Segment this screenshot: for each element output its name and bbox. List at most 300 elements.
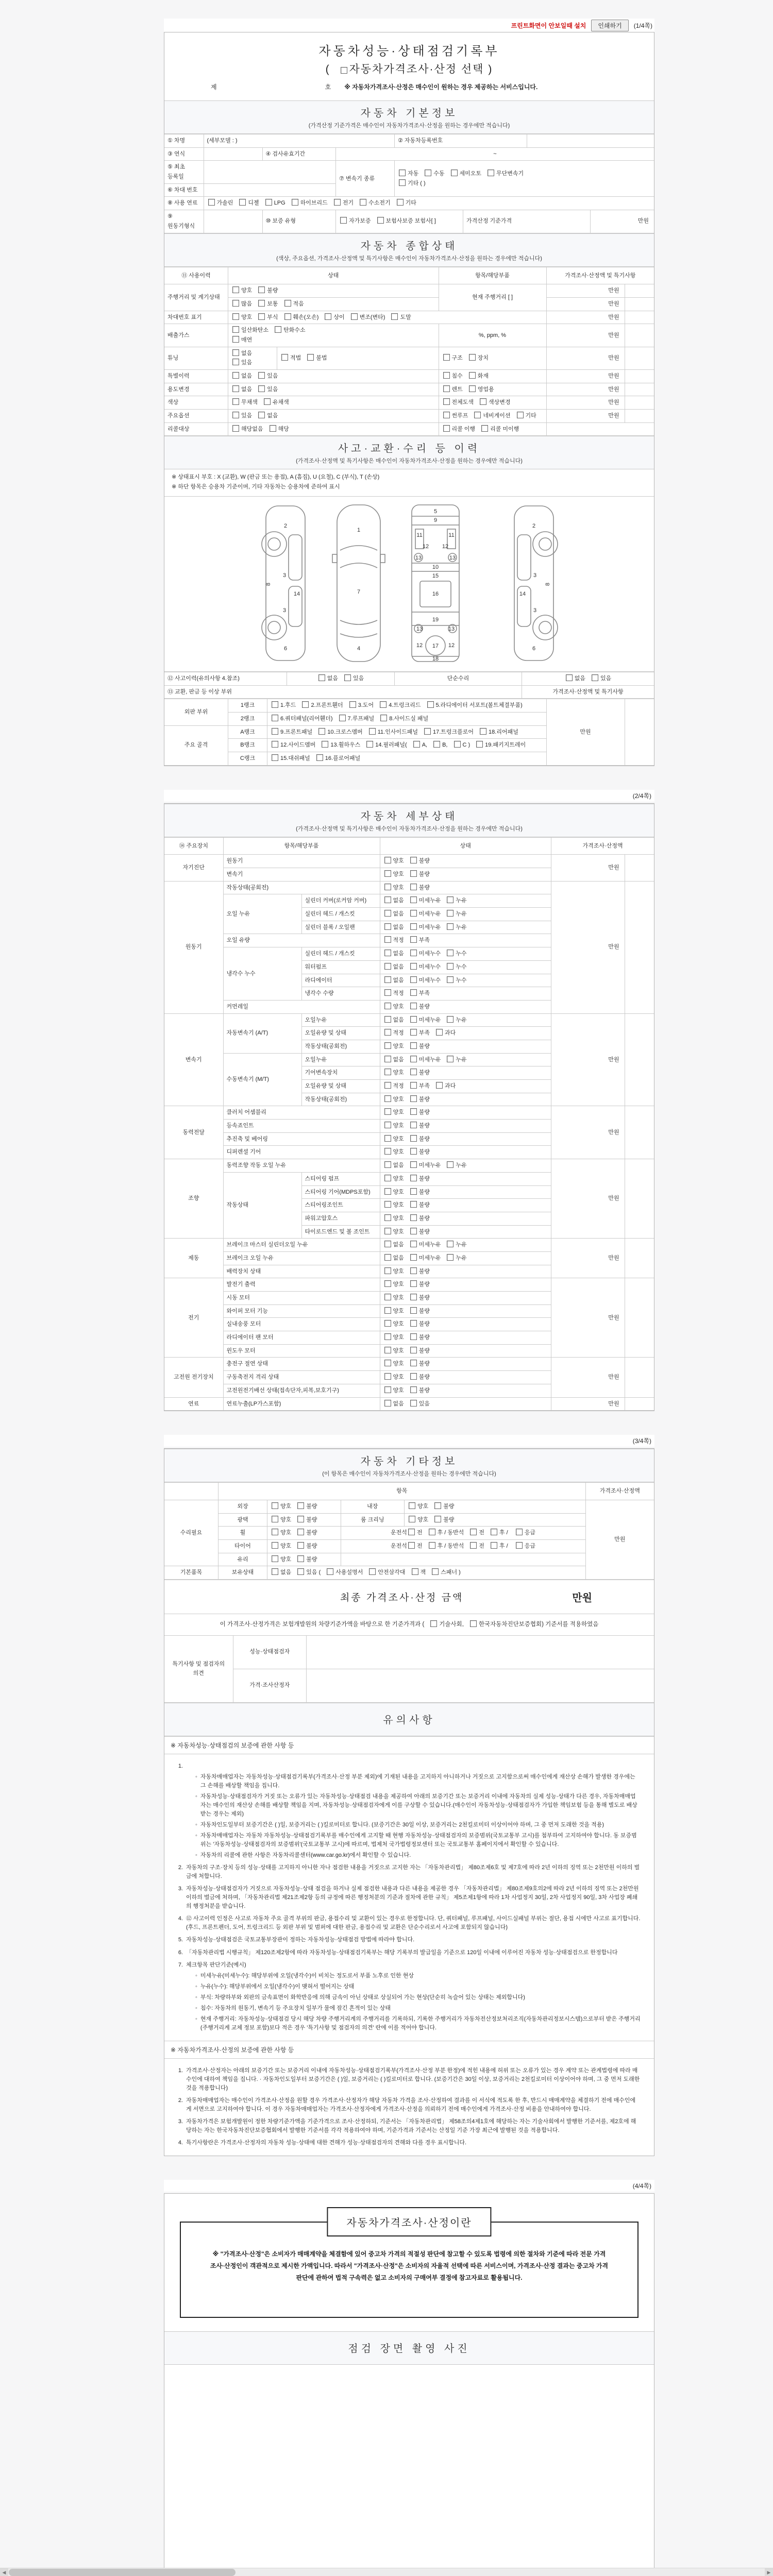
checkbox[interactable] <box>384 1135 391 1142</box>
checkbox[interactable] <box>239 199 246 206</box>
form-cell: 브레이크 오일 누유 <box>223 1251 380 1265</box>
checkbox[interactable] <box>410 884 417 890</box>
checkbox[interactable] <box>447 1016 453 1023</box>
checkbox[interactable] <box>410 857 417 863</box>
section-subtitle: (가격조사·산정액 및 특기사항은 매수인이 자동차가격조사·산정을 원하는 경우에만 적습니다) <box>296 458 523 465</box>
final-price-row <box>164 1580 654 1614</box>
checkbox[interactable] <box>410 1175 417 1181</box>
form-cell: 차대번호 표기 <box>164 311 228 324</box>
note-item: 5. 자동차성능·상태점검은 국토교통부장관이 정하는 자동차성능·상태점검 방법에 따라야 합니다. <box>178 1937 415 1943</box>
checkbox[interactable] <box>258 286 265 293</box>
checkbox[interactable] <box>232 286 239 293</box>
checkbox[interactable] <box>410 923 417 930</box>
note-item: 3. 자동차성능·상태점검자가 거짓으로 자동차성능·상태 점검을 하거나 실제 점검한 내용과 다른 내용을 제공한 경우 「자동차관리법」 제80조제9호의2에 따라 2년 이하의 징역 또는 2천만원 이하의 벌금에 처하며, 「자동차관리법 제21조제2항 등의 규정에 따른 행정처분의 기준과 절차에 관한 규칙」 제5조제1항에 따라 1차 사업정지 30일, 2차 사업정지 90일, 3차 사업장 폐쇄의 행정처분을 받습니다. <box>178 1886 639 1910</box>
checkbox[interactable] <box>410 910 417 917</box>
checkbox[interactable] <box>410 1108 417 1115</box>
checkbox[interactable] <box>443 354 450 361</box>
form-cell: 적정 부족 <box>380 934 551 947</box>
checkbox[interactable] <box>470 1542 477 1549</box>
diagram-number: 5 <box>433 508 438 515</box>
checkbox[interactable] <box>516 1529 523 1535</box>
checkbox[interactable] <box>447 950 453 956</box>
form-cell: 양호 불량 <box>380 1331 551 1345</box>
checkbox[interactable] <box>480 398 486 405</box>
checkbox[interactable] <box>429 1542 435 1549</box>
checkbox[interactable] <box>384 963 391 970</box>
checkbox[interactable] <box>258 385 265 392</box>
form-cell: 작동상태 <box>223 1172 301 1238</box>
inspector-opinion-table <box>164 1635 654 1703</box>
checkbox[interactable] <box>297 1529 304 1535</box>
checkbox[interactable] <box>384 1201 391 1208</box>
checkbox[interactable] <box>232 326 239 333</box>
checkbox[interactable] <box>481 425 488 432</box>
note-bullet: ◦ 자동차성능·상태점검자가 거짓 또는 오류가 있는 자동차성능·상태점검 내용을 제공하여 아래의 보증기간 또는 보증거리 이내에 자동차의 실제 성능·상태가 다른 경우, 자동차매매업자는 매수인의 재산상 손해를 배상할 책임을 지며, 자동차성능·상태점검자에게 이를 구상할 수 있습니다.(매수인이 자동차성능·상태점검자가 가입한 책임보험 등을 통해 별도로 배상받는 경우는 제외) <box>195 1793 637 1817</box>
checkbox[interactable] <box>410 1400 417 1406</box>
checkbox[interactable] <box>384 923 391 930</box>
checkbox[interactable] <box>447 976 453 983</box>
checkbox[interactable] <box>447 923 453 930</box>
checkbox[interactable] <box>491 1529 497 1535</box>
checkbox[interactable] <box>380 701 386 708</box>
form-cell: 양호 불량 <box>267 1500 341 1513</box>
checkbox[interactable] <box>410 1095 417 1102</box>
form-cell: 적법 불법 <box>277 347 439 369</box>
form-cell: 광택 <box>219 1513 267 1527</box>
checkbox[interactable] <box>384 1241 391 1247</box>
checkbox[interactable] <box>410 1188 417 1195</box>
checkbox[interactable] <box>410 1294 417 1300</box>
checkbox[interactable] <box>516 1542 523 1549</box>
checkbox[interactable] <box>258 372 265 379</box>
checkbox[interactable] <box>469 372 476 379</box>
checkbox[interactable] <box>384 1122 391 1128</box>
checkbox[interactable] <box>410 989 417 996</box>
checkbox[interactable] <box>410 1201 417 1208</box>
form-cell: 양호 불량 <box>380 1120 551 1133</box>
form-cell: 항목/해당부품 <box>439 267 546 284</box>
form-cell: 가격·조사산정자 <box>233 1669 307 1702</box>
checkbox[interactable] <box>384 1042 391 1049</box>
checkbox[interactable] <box>349 701 356 708</box>
checkbox[interactable] <box>297 1516 304 1522</box>
checkbox[interactable] <box>410 1280 417 1287</box>
checkbox[interactable] <box>410 950 417 956</box>
checkbox[interactable] <box>272 728 278 735</box>
checkbox[interactable] <box>384 1320 391 1327</box>
checkbox[interactable] <box>384 1175 391 1181</box>
checkbox[interactable] <box>384 1386 391 1393</box>
checkbox[interactable] <box>454 741 461 748</box>
checkbox[interactable] <box>427 701 434 708</box>
checkbox[interactable] <box>369 728 376 735</box>
checkbox[interactable] <box>430 1620 437 1627</box>
checkbox[interactable] <box>384 1108 391 1115</box>
form-cell <box>625 1106 654 1159</box>
checkbox[interactable] <box>297 1568 304 1575</box>
checkbox[interactable] <box>447 1241 453 1247</box>
checkbox[interactable] <box>488 170 494 176</box>
checkbox[interactable] <box>272 1555 278 1562</box>
form-cell: 실린더 헤드 / 개스킷 <box>301 947 380 961</box>
checkbox[interactable] <box>297 1502 304 1509</box>
checkbox[interactable] <box>424 728 431 735</box>
checkbox[interactable] <box>410 1267 417 1274</box>
checkbox[interactable] <box>384 1214 391 1221</box>
checkbox[interactable] <box>412 1568 418 1575</box>
checkbox[interactable] <box>284 300 291 307</box>
checkbox[interactable] <box>399 179 406 186</box>
checkbox[interactable] <box>410 936 417 943</box>
checkbox[interactable] <box>410 1307 417 1314</box>
etc-info-table <box>164 1482 654 1580</box>
checkbox[interactable] <box>258 300 265 307</box>
section-basic-info <box>164 100 654 134</box>
form-cell: 양호 불량 <box>380 1278 551 1292</box>
checkbox[interactable] <box>443 372 450 379</box>
checkbox[interactable] <box>410 1056 417 1062</box>
diagram-number: 3 <box>282 572 287 579</box>
checkbox[interactable] <box>232 313 239 320</box>
form-cell: 상태 <box>228 267 439 284</box>
checkbox[interactable] <box>258 412 265 418</box>
form-cell: 동력조향 작동 오일 누유 <box>223 1159 380 1173</box>
checkbox[interactable] <box>366 741 373 748</box>
checkbox[interactable] <box>384 1254 391 1261</box>
form-cell: 실린더 헤드 / 개스킷 <box>301 908 380 921</box>
form-cell: 타이어 <box>219 1539 267 1553</box>
form-cell: 양호 불량 <box>380 1106 551 1120</box>
checkbox[interactable] <box>232 336 239 343</box>
form-cell: 오일 누유 <box>223 894 301 934</box>
form-cell: 만원 <box>551 1358 625 1397</box>
checkbox[interactable] <box>413 741 420 748</box>
checkbox[interactable] <box>425 170 431 176</box>
checkbox[interactable] <box>384 1333 391 1340</box>
print-button[interactable]: 인쇄하기 <box>591 20 628 31</box>
form-cell: 일산화탄소 탄화수소 매연 <box>228 324 439 347</box>
form-cell: 실린더 블록 / 오일팬 <box>301 921 380 934</box>
checkbox[interactable] <box>410 1347 417 1353</box>
diagram-number: 12 <box>442 543 449 550</box>
checkbox[interactable] <box>410 1320 417 1327</box>
note-item: 4. 특기사항란은 가격조사·산정자의 자동차 성능·상태에 대한 견해가 성능·상태점검자의 견해와 다를 경우 표시합니다. <box>178 2140 467 2146</box>
form-cell: 만원 <box>546 311 625 324</box>
diagram-number: 9 <box>433 517 438 523</box>
caution-title-1: ※ 자동차성능·상태점검의 보증에 관한 사항 등 <box>164 1737 654 1754</box>
checkbox[interactable] <box>272 1502 278 1509</box>
checkbox[interactable] <box>334 199 341 206</box>
checkbox[interactable] <box>476 741 483 748</box>
checkbox[interactable] <box>447 963 453 970</box>
checkbox[interactable] <box>491 1542 497 1549</box>
checkbox[interactable] <box>232 398 239 405</box>
checkbox[interactable] <box>443 412 450 418</box>
scrollbar-thumb[interactable] <box>9 2569 236 2576</box>
form-cell: 고전원 전기장치 <box>164 1358 223 1397</box>
checkbox[interactable] <box>410 1016 417 1023</box>
checkbox[interactable] <box>469 385 476 392</box>
checkbox[interactable] <box>474 412 481 418</box>
final-price-unit: 만원 <box>572 1592 592 1604</box>
diagram-number: 6 <box>283 645 288 652</box>
checkbox[interactable] <box>281 354 288 361</box>
form-cell <box>164 1483 219 1500</box>
form-cell: 실린더 커버(로커암 커버) <box>301 894 380 908</box>
checkbox[interactable] <box>447 1254 453 1261</box>
checkbox[interactable] <box>351 313 358 320</box>
checkbox[interactable] <box>272 754 278 761</box>
checkbox[interactable] <box>380 715 387 721</box>
checkbox[interactable] <box>410 1241 417 1247</box>
checkbox[interactable] <box>232 300 239 307</box>
checkbox[interactable] <box>384 1029 391 1036</box>
checkbox[interactable] <box>232 349 239 356</box>
checkbox[interactable] <box>410 1214 417 1221</box>
checkbox[interactable] <box>447 1056 453 1062</box>
form-cell: 실내송풍 모터 <box>223 1318 380 1331</box>
form-cell <box>625 410 654 423</box>
checkbox[interactable] <box>443 385 450 392</box>
checkbox[interactable] <box>339 715 346 721</box>
checkbox[interactable] <box>384 1188 391 1195</box>
checkbox[interactable] <box>410 1148 417 1155</box>
checkbox[interactable] <box>470 1529 477 1535</box>
checkbox[interactable] <box>410 1069 417 1075</box>
checkbox[interactable] <box>377 217 384 224</box>
checkbox[interactable] <box>384 1016 391 1023</box>
checkbox[interactable] <box>318 674 325 681</box>
form-cell: 외판 부위 <box>164 699 228 725</box>
checkbox[interactable] <box>410 1042 417 1049</box>
checkbox[interactable] <box>432 1568 439 1575</box>
checkbox[interactable] <box>272 1542 278 1549</box>
checkbox[interactable] <box>410 963 417 970</box>
checkbox[interactable] <box>369 1568 376 1575</box>
checkbox[interactable] <box>409 1516 415 1522</box>
checkbox[interactable] <box>451 170 458 176</box>
checkbox[interactable] <box>410 1135 417 1142</box>
checkbox[interactable] <box>384 1307 391 1314</box>
checkbox[interactable] <box>410 1228 417 1234</box>
checkbox[interactable] <box>410 1082 417 1089</box>
checkbox[interactable] <box>384 896 391 903</box>
note-item: 3. 자동차가격은 보험개발원이 정한 차량기준가액을 기준가격으로 조사·산정하되, 기준서는 「자동차관리법」 제58조의4제1호에 해당하는 자는 기술사회에서 발행한 기준서를, 제2호에 해당하는 자는 한국자동차진단보증협회에서 발행한 기준서를 각각 적용하여야 하며, 기준가격과 기준서는 산정일 기준 가장 최근에 발행된 것을 적용합니다. <box>178 2119 636 2134</box>
form-cell: 기본품목 <box>164 1566 219 1580</box>
checkbox[interactable] <box>447 1161 453 1168</box>
form-cell: 리콜대상 <box>164 422 228 436</box>
checkbox[interactable] <box>344 674 351 681</box>
form-cell: 양호 불량 <box>380 881 551 894</box>
checkbox[interactable] <box>410 1029 417 1036</box>
checkbox[interactable] <box>384 1294 391 1300</box>
checkbox[interactable] <box>443 398 450 405</box>
form-cell: 내장 <box>341 1500 405 1513</box>
checkbox[interactable] <box>307 354 314 361</box>
checkbox[interactable] <box>384 1360 391 1366</box>
checkbox[interactable] <box>265 199 272 206</box>
checkbox[interactable] <box>384 1267 391 1274</box>
checkbox[interactable] <box>384 989 391 996</box>
checkbox[interactable] <box>447 910 453 917</box>
checkbox[interactable] <box>409 1502 415 1509</box>
checkbox[interactable] <box>429 1529 435 1535</box>
checkbox[interactable] <box>341 67 347 74</box>
checkbox[interactable] <box>384 1148 391 1155</box>
checkbox[interactable] <box>433 741 440 748</box>
checkbox[interactable] <box>384 1056 391 1062</box>
form-cell: 가격산정 기준가격 <box>463 210 591 233</box>
checkbox[interactable] <box>410 896 417 903</box>
checkbox[interactable] <box>410 1161 417 1168</box>
form-cell: 가격조사·산정액 및 특기사항 <box>546 267 654 284</box>
horizontal-scrollbar[interactable] <box>0 2568 773 2576</box>
checkbox[interactable] <box>436 1029 443 1036</box>
form-cell: 많음 보통 적음 <box>228 297 439 311</box>
form-cell: 현재 주행거리 [ ] <box>439 284 546 311</box>
form-cell: 양호 불량 <box>380 1066 551 1080</box>
checkbox[interactable] <box>397 199 404 206</box>
form-cell: 특별이력 <box>164 370 228 383</box>
note-bullet: ◦ 현재 주행거리: 자동차성능·상태점검 당시 해당 차량 주행거리계의 주행거리를 기록하되, 기록한 주행거리가 자동차전산정보처리조직(자동차관리정보시스템)으로부터 받은 주행거리(주행거리계 교체 정보 포함)보다 적은 경우 '특기사항 및 점검자의 의견' 란에 이를 적어야 합니다. <box>195 2015 641 2031</box>
form-cell: 가격조사·산정액 <box>551 837 654 855</box>
checkbox[interactable] <box>410 1360 417 1366</box>
form-cell: 항목/해당부품 <box>223 837 380 855</box>
checkbox[interactable] <box>208 199 215 206</box>
form-cell: 냉각수 수량 <box>301 987 380 1001</box>
checkbox[interactable] <box>410 1254 417 1261</box>
checkbox[interactable] <box>410 1333 417 1340</box>
checkbox[interactable] <box>517 412 524 418</box>
checkbox[interactable] <box>391 313 398 320</box>
form-cell: 없음 미세누유 누유 <box>380 1013 551 1027</box>
checkbox[interactable] <box>384 1347 391 1353</box>
checkbox[interactable] <box>384 884 391 890</box>
form-cell: 양호 불량 <box>405 1500 586 1513</box>
form-cell: 6.쿼터패널(리어휀더) 7.루프패널 8.사이드실 패널 <box>267 712 547 725</box>
scroll-right-arrow[interactable]: ▶ <box>765 2568 773 2576</box>
checkbox[interactable] <box>340 217 347 224</box>
checkbox[interactable] <box>316 754 323 761</box>
checkbox[interactable] <box>410 1003 417 1009</box>
form-cell: 구동축전지 격리 상태 <box>223 1371 380 1384</box>
checkbox[interactable] <box>284 313 291 320</box>
checkbox[interactable] <box>410 870 417 877</box>
checkbox[interactable] <box>384 1003 391 1009</box>
checkbox[interactable] <box>318 728 325 735</box>
form-cell: 양호 불량 <box>405 1513 586 1527</box>
checkbox[interactable] <box>410 976 417 983</box>
form-cell: 없음 미세누수 누수 <box>380 960 551 974</box>
checkbox[interactable] <box>297 1542 304 1549</box>
checkbox[interactable] <box>322 741 328 748</box>
checkbox[interactable] <box>232 412 239 418</box>
checkbox[interactable] <box>384 1069 391 1075</box>
checkbox[interactable] <box>470 1620 477 1627</box>
checkbox[interactable] <box>297 1555 304 1562</box>
form-cell: 주행거리 및 계기상태 <box>164 284 228 311</box>
checkbox[interactable] <box>292 199 298 206</box>
checkbox[interactable] <box>384 1095 391 1102</box>
form-cell: 양호 불량 <box>267 1553 341 1566</box>
checkbox[interactable] <box>384 1228 391 1234</box>
checkbox[interactable] <box>270 425 276 432</box>
checkbox[interactable] <box>480 728 486 735</box>
form-cell: 양호 불량 <box>380 1212 551 1225</box>
form-cell: 수동변속기 (M/T) <box>223 1053 301 1106</box>
checkbox[interactable] <box>275 326 281 333</box>
checkbox[interactable] <box>408 1542 415 1549</box>
checkbox[interactable] <box>399 170 406 176</box>
checkbox[interactable] <box>232 359 239 365</box>
checkbox[interactable] <box>408 1529 415 1535</box>
checkbox[interactable] <box>384 1082 391 1089</box>
checkbox[interactable] <box>327 1568 333 1575</box>
checkbox[interactable] <box>232 372 239 379</box>
checkbox[interactable] <box>272 701 278 708</box>
caution-block-2 <box>164 2041 654 2156</box>
checkbox[interactable] <box>384 857 391 863</box>
note-item: 6. 「자동차관리법 시행규칙」 제120조제2항에 따라 자동차성능·상태점검기록부는 해당 기록부의 발급일을 기준으로 120일 이내에 이루어진 자동차 성능·상태점검으로 한정합니다 <box>178 1949 618 1956</box>
note-item: 4. ⑫ 사고이력 인정은 사고로 자동차 주요 골격 부위의 판금, 용접수리 및 교환이 있는 경우로 한정합니다. 단, 쿼터패널, 루프패널, 사이드실패널 부위는 절단, 용접 시에만 사고로 표기합니다. (후드, 프론트펜더, 도어, 트렁크리드 등 외판 부위 및 범퍼에 대한 판금, 용접수리 및 교환은 단순수리로서 사고에 포함되지 않습니다) <box>178 1916 641 1931</box>
checkbox[interactable] <box>384 870 391 877</box>
checkbox[interactable] <box>384 1373 391 1380</box>
checkbox[interactable] <box>258 313 265 320</box>
form-cell: 9.프론트패널 10.크로스멤버 11.인사이드패널 17.트렁크플로어 18.리어패널 <box>267 725 547 739</box>
checkbox[interactable] <box>410 1386 417 1393</box>
checkbox[interactable] <box>592 674 598 681</box>
checkbox[interactable] <box>264 398 271 405</box>
form-cell: ⑪ 사용이력 <box>164 267 228 284</box>
checkbox[interactable] <box>384 910 391 917</box>
form-cell: 무채색 유채색 <box>228 396 439 410</box>
checkbox[interactable] <box>302 701 309 708</box>
form-cell: 커먼레일 <box>223 1000 380 1013</box>
form-cell: 튜닝 <box>164 347 228 369</box>
checkbox[interactable] <box>325 313 331 320</box>
checkbox[interactable] <box>272 741 278 748</box>
checkbox[interactable] <box>272 715 278 721</box>
checkbox[interactable] <box>272 1516 278 1522</box>
checkbox[interactable] <box>434 1502 441 1509</box>
checkbox[interactable] <box>232 385 239 392</box>
checkbox[interactable] <box>360 199 366 206</box>
checkbox[interactable] <box>384 1280 391 1287</box>
checkbox[interactable] <box>384 976 391 983</box>
checkbox[interactable] <box>272 1568 278 1575</box>
scroll-left-arrow[interactable]: ◀ <box>0 2568 8 2576</box>
checkbox[interactable] <box>410 1373 417 1380</box>
checkbox[interactable] <box>447 896 453 903</box>
form-cell: 만원 <box>551 1278 625 1358</box>
form-cell: 만원 <box>546 324 625 347</box>
checkbox[interactable] <box>272 1529 278 1535</box>
checkbox[interactable] <box>410 1122 417 1128</box>
checkbox[interactable] <box>384 1161 391 1168</box>
checkbox[interactable] <box>232 425 239 432</box>
checkbox[interactable] <box>434 1516 441 1522</box>
checkbox[interactable] <box>469 354 476 361</box>
checkbox[interactable] <box>566 674 573 681</box>
form-cell: 자동변속기 (A/T) <box>223 1013 301 1053</box>
checkbox[interactable] <box>384 936 391 943</box>
section-title: 사고·교환·수리 등 이력 <box>338 443 481 455</box>
checkbox[interactable] <box>436 1082 443 1089</box>
checkbox[interactable] <box>443 425 450 432</box>
price-basis-note: 이 가격조사·산정가격은 보험개발원의 차량기준가액을 바탕으로 한 기준가격과 ( 기술사회, 한국자동차진단보증협회) 기준서를 적용하였음 <box>164 1614 654 1635</box>
checkbox[interactable] <box>384 950 391 956</box>
checkbox[interactable] <box>384 1400 391 1406</box>
